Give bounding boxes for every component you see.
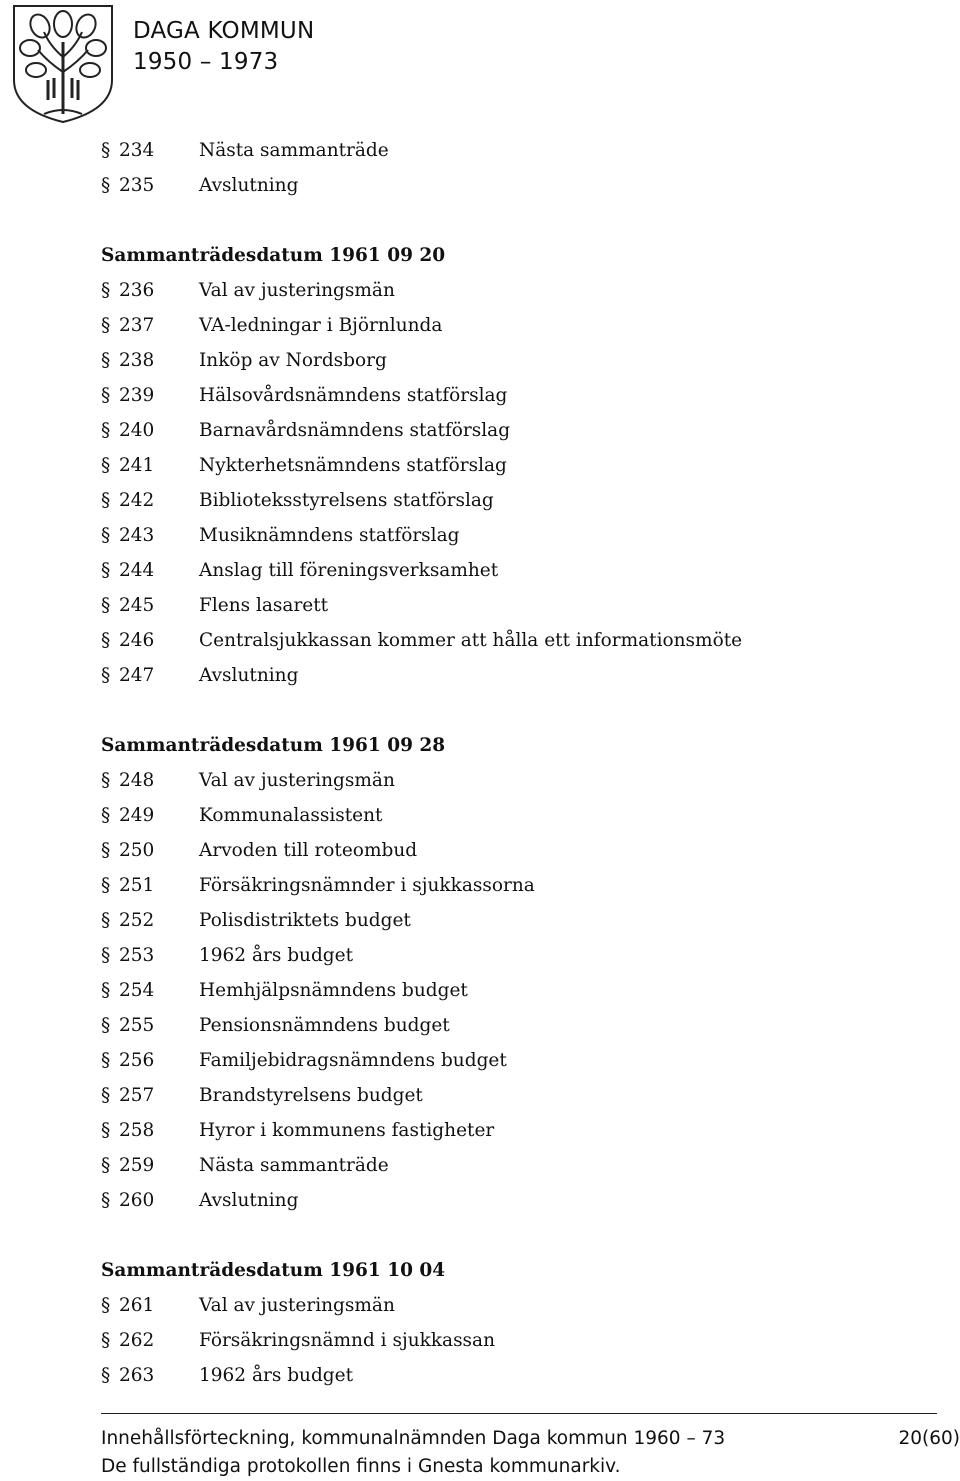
paragraph-number: 240 bbox=[119, 420, 155, 441]
section-sign: § bbox=[101, 1155, 111, 1176]
section-sign: § bbox=[101, 1365, 111, 1386]
list-item bbox=[101, 1358, 921, 1393]
list-item bbox=[101, 378, 921, 413]
footer-line-1: Innehållsförteckning, kommunalnämnden Daga kommun 1960 – 73 bbox=[101, 1428, 726, 1449]
section-sign: § bbox=[101, 315, 111, 336]
section-sign: § bbox=[101, 560, 111, 581]
paragraph-number: 254 bbox=[119, 980, 155, 1001]
paragraph-number: 263 bbox=[119, 1365, 155, 1386]
list-item bbox=[101, 623, 921, 658]
paragraph-number: 256 bbox=[119, 1050, 155, 1071]
paragraph-number: 253 bbox=[119, 945, 155, 966]
section-sign: § bbox=[101, 1015, 111, 1036]
list-item bbox=[101, 343, 921, 378]
paragraph-number: 244 bbox=[119, 560, 155, 581]
section-sign: § bbox=[101, 910, 111, 931]
spacer bbox=[101, 203, 921, 238]
paragraph-title: Försäkringsnämnd i sjukkassan bbox=[199, 1330, 495, 1351]
list-item bbox=[101, 658, 921, 693]
list-item bbox=[101, 553, 921, 588]
list-item bbox=[101, 1113, 921, 1148]
paragraph-number: 259 bbox=[119, 1155, 155, 1176]
section-sign: § bbox=[101, 175, 111, 196]
paragraph-title: Polisdistriktets budget bbox=[199, 910, 411, 931]
year-range: 1950 – 1973 bbox=[133, 49, 279, 75]
list-item bbox=[101, 588, 921, 623]
meeting-date-heading: Sammanträdesdatum 1961 09 20 bbox=[101, 245, 446, 266]
list-item bbox=[101, 1288, 921, 1323]
paragraph-title: Hyror i kommunens fastigheter bbox=[199, 1120, 495, 1141]
paragraph-number: 249 bbox=[119, 805, 155, 826]
list-item bbox=[101, 308, 921, 343]
paragraph-title: Centralsjukkassan kommer att hålla ett informationsmöte bbox=[199, 630, 743, 651]
list-item bbox=[101, 1043, 921, 1078]
paragraph-title: Hemhjälpsnämndens budget bbox=[199, 980, 468, 1001]
list-item bbox=[101, 133, 921, 168]
paragraph-number: 250 bbox=[119, 840, 155, 861]
paragraph-number: 239 bbox=[119, 385, 155, 406]
paragraph-number: 261 bbox=[119, 1295, 155, 1316]
paragraph-title: Brandstyrelsens budget bbox=[199, 1085, 423, 1106]
list-item bbox=[101, 938, 921, 973]
section-sign: § bbox=[101, 630, 111, 651]
list-item bbox=[101, 483, 921, 518]
section-sign: § bbox=[101, 980, 111, 1001]
spacer bbox=[101, 1218, 921, 1253]
paragraph-number: 251 bbox=[119, 875, 155, 896]
section-sign: § bbox=[101, 770, 111, 791]
page-header bbox=[0, 0, 960, 125]
paragraph-number: 252 bbox=[119, 910, 155, 931]
list-item bbox=[101, 413, 921, 448]
paragraph-number: 257 bbox=[119, 1085, 155, 1106]
paragraph-title: Hälsovårdsnämndens statförslag bbox=[199, 385, 508, 406]
paragraph-number: 258 bbox=[119, 1120, 155, 1141]
paragraph-number: 260 bbox=[119, 1190, 155, 1211]
list-item bbox=[101, 1323, 921, 1358]
list-item bbox=[101, 903, 921, 938]
meeting-date-heading: Sammanträdesdatum 1961 10 04 bbox=[101, 1260, 446, 1281]
section-sign: § bbox=[101, 840, 111, 861]
paragraph-title: Avslutning bbox=[199, 1190, 299, 1211]
footer-line-2: De fullständiga protokollen finns i Gnesta kommunarkiv. bbox=[101, 1456, 621, 1477]
section-sign: § bbox=[101, 1085, 111, 1106]
paragraph-number: 242 bbox=[119, 490, 155, 511]
paragraph-title: Pensionsnämndens budget bbox=[199, 1015, 450, 1036]
section-sign: § bbox=[101, 490, 111, 511]
section-sign: § bbox=[101, 945, 111, 966]
section-sign: § bbox=[101, 350, 111, 371]
page-footer bbox=[101, 1425, 960, 1481]
meeting-date-heading: Sammanträdesdatum 1961 09 28 bbox=[101, 735, 446, 756]
paragraph-title: Val av justeringsmän bbox=[199, 1295, 395, 1316]
tree-crest-icon bbox=[8, 2, 118, 124]
list-item bbox=[101, 1148, 921, 1183]
list-item bbox=[101, 168, 921, 203]
paragraph-number: 245 bbox=[119, 595, 155, 616]
section-sign: § bbox=[101, 1330, 111, 1351]
list-item bbox=[101, 273, 921, 308]
list-item bbox=[101, 448, 921, 483]
section-sign: § bbox=[101, 455, 111, 476]
section-sign: § bbox=[101, 1190, 111, 1211]
paragraph-title: Biblioteksstyrelsens statförslag bbox=[199, 490, 494, 511]
section-sign: § bbox=[101, 385, 111, 406]
section-sign: § bbox=[101, 805, 111, 826]
section-sign: § bbox=[101, 420, 111, 441]
paragraph-title: Arvoden till roteombud bbox=[199, 840, 418, 861]
paragraph-title: Musiknämndens statförslag bbox=[199, 525, 460, 546]
paragraph-title: Nästa sammanträde bbox=[199, 140, 389, 161]
list-item bbox=[101, 1008, 921, 1043]
paragraph-title: Familjebidragsnämndens budget bbox=[199, 1050, 507, 1071]
section-sign: § bbox=[101, 280, 111, 301]
spacer bbox=[101, 693, 921, 728]
paragraph-number: 235 bbox=[119, 175, 155, 196]
paragraph-number: 262 bbox=[119, 1330, 155, 1351]
list-item bbox=[101, 1183, 921, 1218]
page-number: 20(60) bbox=[898, 1428, 960, 1449]
header-title bbox=[133, 16, 314, 78]
paragraph-number: 243 bbox=[119, 525, 155, 546]
section-sign: § bbox=[101, 665, 111, 686]
list-item bbox=[101, 868, 921, 903]
paragraph-title: Val av justeringsmän bbox=[199, 280, 395, 301]
paragraph-number: 248 bbox=[119, 770, 155, 791]
paragraph-number: 238 bbox=[119, 350, 155, 371]
paragraph-title: Kommunalassistent bbox=[199, 805, 383, 826]
section-sign: § bbox=[101, 525, 111, 546]
paragraph-number: 255 bbox=[119, 1015, 155, 1036]
list-item bbox=[101, 973, 921, 1008]
paragraph-title: Inköp av Nordsborg bbox=[199, 350, 387, 371]
section-sign: § bbox=[101, 140, 111, 161]
list-item bbox=[101, 833, 921, 868]
paragraph-title: Försäkringsnämnder i sjukkassorna bbox=[199, 875, 535, 896]
paragraph-number: 247 bbox=[119, 665, 155, 686]
footer-divider bbox=[101, 1413, 937, 1414]
paragraph-title: Flens lasarett bbox=[199, 595, 329, 616]
paragraph-title: 1962 års budget bbox=[199, 945, 354, 966]
paragraph-number: 234 bbox=[119, 140, 155, 161]
section-sign: § bbox=[101, 875, 111, 896]
paragraph-title: Barnavårdsnämndens statförslag bbox=[199, 420, 511, 441]
paragraph-number: 236 bbox=[119, 280, 155, 301]
list-item bbox=[101, 518, 921, 553]
paragraph-title: Avslutning bbox=[199, 175, 299, 196]
list-item bbox=[101, 1078, 921, 1113]
paragraph-title: VA-ledningar i Björnlunda bbox=[199, 315, 443, 336]
paragraph-title: Nykterhetsnämndens statförslag bbox=[199, 455, 507, 476]
section-sign: § bbox=[101, 1120, 111, 1141]
paragraph-title: Nästa sammanträde bbox=[199, 1155, 389, 1176]
paragraph-title: Val av justeringsmän bbox=[199, 770, 395, 791]
paragraph-title: 1962 års budget bbox=[199, 1365, 354, 1386]
org-name: DAGA KOMMUN bbox=[133, 18, 315, 44]
section-sign: § bbox=[101, 595, 111, 616]
paragraph-number: 246 bbox=[119, 630, 155, 651]
list-item bbox=[101, 798, 921, 833]
section-sign: § bbox=[101, 1295, 111, 1316]
table-of-contents bbox=[101, 133, 921, 1393]
section-sign: § bbox=[101, 1050, 111, 1071]
paragraph-title: Avslutning bbox=[199, 665, 299, 686]
paragraph-number: 237 bbox=[119, 315, 155, 336]
paragraph-number: 241 bbox=[119, 455, 155, 476]
paragraph-title: Anslag till föreningsverksamhet bbox=[199, 560, 499, 581]
list-item bbox=[101, 763, 921, 798]
